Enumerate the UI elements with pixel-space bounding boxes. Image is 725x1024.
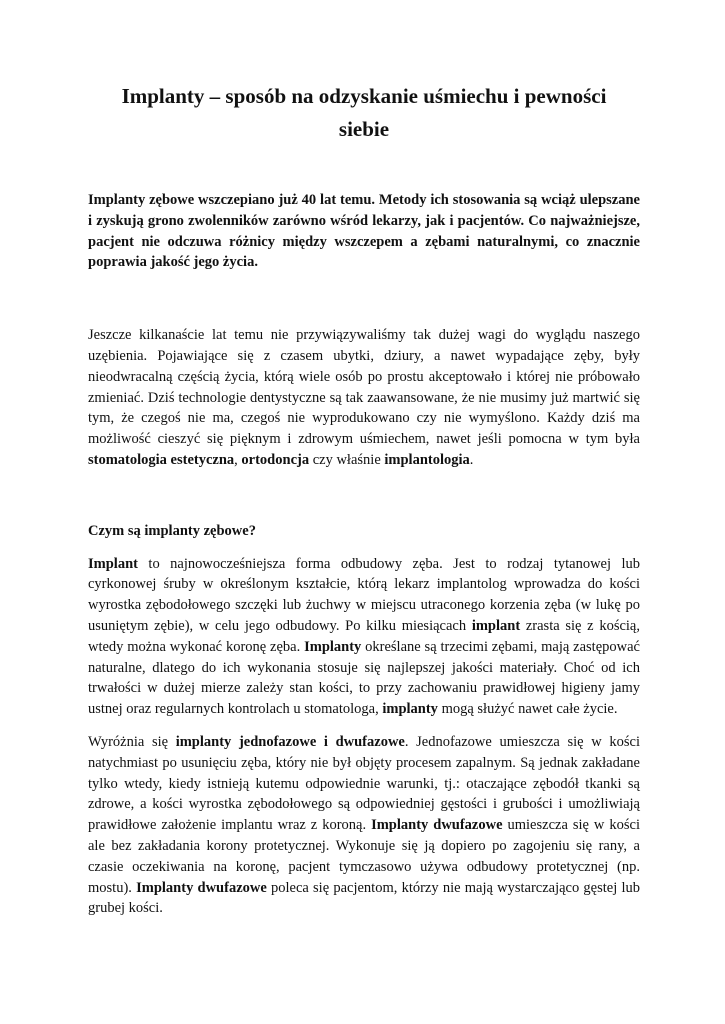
text-run: . Jednofazowe umieszcza się w kości natychmiast po usunięciu zęba, który nie był objęty procesem zapalnym. Są jednak zakładane tylko wtedy, kiedy istnieją kutemu odpowiednie warunki, tj.: otaczające zębodół tkanki są zdrowe, a kości wyrostka zębodołowego są odpowiedniej gęstości i grubości i umożliwiają prawidłowe założenie implantu wraz z koroną.	[88, 733, 640, 834]
keyword-implanty: Implanty	[304, 638, 362, 655]
keyword-implanty-jednofazowe-dwufazowe: implanty jednofazowe i dwufazowe	[175, 733, 405, 750]
lead-paragraph: Implanty zębowe wszczepiano już 40 lat temu. Metody ich stosowania są wciąż ulepszane i zyskują grono zwolenników zarówno wśród lekarzy, jak i pacjentów. Co najważniejsze, pacjent nie odczuwa różnicy między wszczepem a zębami naturalnymi, co znacznie poprawia jakość jego życia.	[88, 192, 640, 271]
text-run: zrasta się z kością, wtedy można wykonać koronę zęba.	[88, 617, 640, 655]
keyword-implanty-dwufazowe: Implanty dwufazowe	[136, 879, 267, 896]
text-run: to najnowocześniejsza forma odbudowy zęba. Jest to rodzaj tytanowej lub cyrkonowej śruby w określonym kształcie, którą lekarz implantolog wprowadza do kości wyrostka zębodołowego szczęki lub żuchwy w miejscu utraconego korzenia zęba (w lukę po usuniętym zębie), w celu jego odbudowy. Po kilku miesiącach	[88, 555, 640, 634]
text-run: mogą służyć nawet całe życie.	[437, 701, 618, 718]
intro-paragraph	[88, 325, 640, 471]
text-run: umieszcza się w kości ale bez zakładania korony protetycznej. Wykonuje się ją dopiero po zagojeniu się rany, a czasie oczekiwania na koronę, pacjent tymczasowo używa odbudowy protetycznej (np. mostu).	[88, 817, 640, 896]
keyword-implanty: implanty	[382, 701, 438, 718]
page-title: Implanty – sposób na odzyskanie uśmiechu i pewności siebie	[121, 84, 607, 141]
section-heading: Czym są implanty zębowe?	[88, 522, 256, 539]
implant-definition-paragraph	[88, 554, 640, 720]
implant-types-paragraph	[88, 732, 640, 919]
text-run: określane są trzecimi zębami, mają zastępować naturalne, dlatego do ich wykonania stosuje się najlepszej jakości materiały. Choć od ich trwałości w dużej mierze zależy stan kości, to przy zachowaniu prawidłowej higieny jamy ustnej oraz regularnych kontrolach u stomatologa,	[88, 638, 640, 718]
text-run: .	[469, 451, 474, 468]
text-run: Wyróżnia się	[88, 733, 176, 750]
text-run: Jeszcze kilkanaście lat temu nie przywiązywaliśmy tak dużej wagi do wyglądu naszego uzębienia. Pojawiające się z czasem ubytki, dziury, a nawet wypadające zęby, były nieodwracalną częścią życia, którą wiele osób po prostu akceptowało i której nie próbowało zmieniać. Dziś technologie dentystyczne są tak zaawansowane, że nie musimy już martwić się tym, że czegoś nie ma, czegoś nie wyprodukowano czy nie wymyślono. Każdy dziś ma możliwość cieszyć się pięknym i zdrowym uśmiechem, nawet jeśli pomocna w tym była	[88, 327, 640, 448]
text-run: czy właśnie	[309, 451, 385, 468]
keyword-stomatologia-estetyczna: stomatologia estetyczna	[88, 451, 235, 468]
keyword-ortodoncja: ortodoncja	[241, 451, 310, 468]
text-run: ,	[234, 451, 242, 468]
keyword-implant: Implant	[88, 555, 138, 572]
keyword-implanty-dwufazowe: Implanty dwufazowe	[371, 817, 503, 834]
keyword-implantologia: implantologia	[384, 451, 470, 468]
document-page	[88, 80, 640, 919]
text-run: poleca się pacjentom, którzy nie mają wystarczająco gęstej lub grubej kości.	[88, 879, 640, 917]
keyword-implant: implant	[471, 617, 521, 634]
